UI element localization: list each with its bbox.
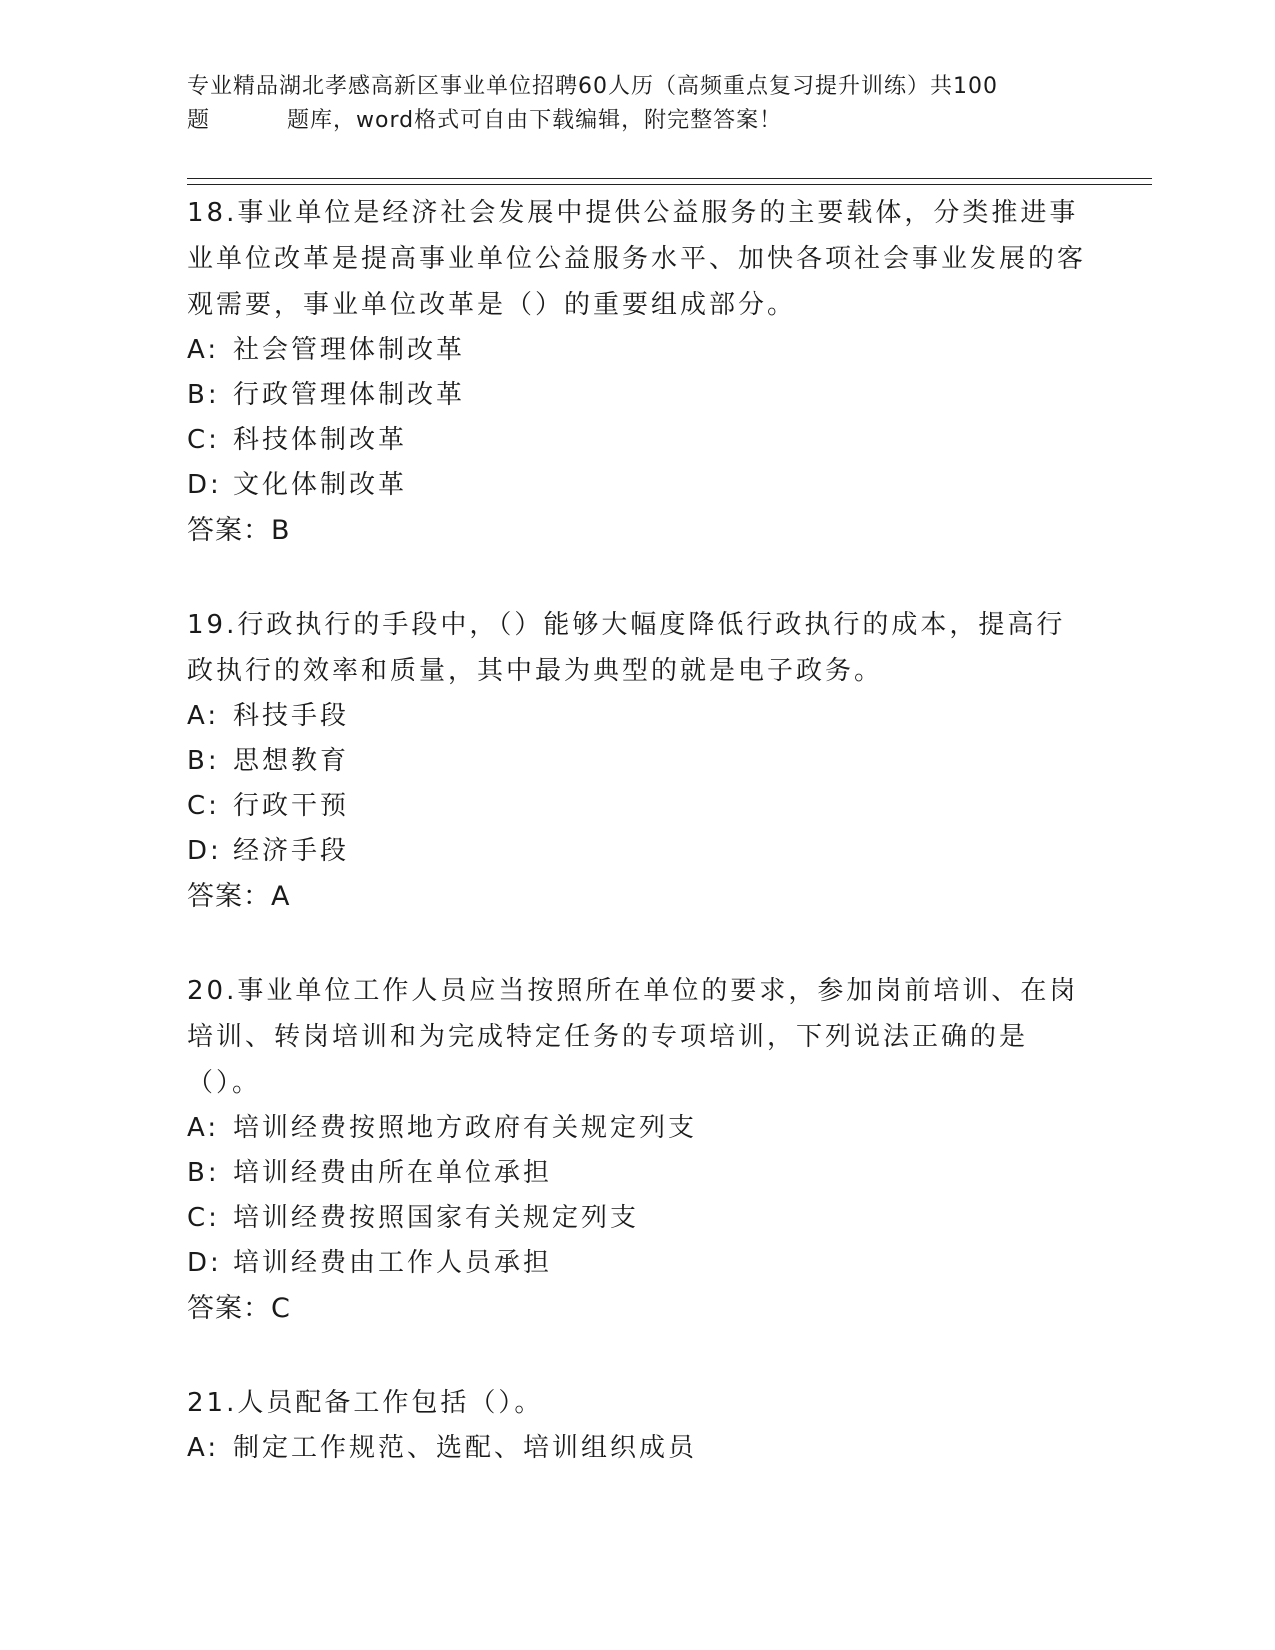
- option-letter: A:: [187, 1433, 220, 1463]
- option-c: [187, 418, 1087, 463]
- option-text: 行政干预: [233, 791, 350, 821]
- option-letter: C:: [187, 1203, 220, 1233]
- option-b: [187, 739, 1087, 784]
- option-letter: B:: [187, 746, 220, 776]
- header-divider-bottom: [187, 184, 1152, 185]
- answer-line: [187, 508, 1087, 554]
- option-text: 培训经费按照地方政府有关规定列支: [233, 1113, 698, 1143]
- option-text: 社会管理体制改革: [233, 335, 466, 365]
- option-d: [187, 1241, 1087, 1286]
- header-line-2: [187, 104, 1067, 138]
- question-20: [187, 968, 1087, 1332]
- question-stem: 18.事业单位是经济社会发展中提供公益服务的主要载体，分类推进事业单位改革是提高事业单位公益服务水平、加快各项社会事业发展的客观需要，事业单位改革是（）的重要组成部分。: [187, 198, 1087, 320]
- option-d: [187, 829, 1087, 874]
- question-list: [187, 190, 1087, 1519]
- header-line-1: 专业精品湖北孝感高新区事业单位招聘60人历（高频重点复习提升训练）共100: [187, 74, 998, 99]
- option-c: [187, 1196, 1087, 1241]
- option-b: [187, 1151, 1087, 1196]
- question-21: [187, 1380, 1087, 1471]
- answer-line: [187, 874, 1087, 920]
- option-text: 科技手段: [233, 701, 350, 731]
- option-a: [187, 328, 1087, 373]
- option-letter: C:: [187, 425, 220, 455]
- option-text: 培训经费由所在单位承担: [233, 1158, 553, 1188]
- option-letter: B:: [187, 1158, 220, 1188]
- answer-label: 答案：: [187, 1293, 271, 1324]
- question-stem: 20.事业单位工作人员应当按照所在单位的要求，参加岗前培训、在岗培训、转岗培训和为完成特定任务的专项培训，下列说法正确的是（）。: [187, 976, 1079, 1098]
- option-letter: D:: [187, 836, 222, 866]
- answer-line: [187, 1286, 1087, 1332]
- header-line-2-lead: 题: [187, 108, 211, 133]
- header-line-2-rest: 题库，word格式可自由下载编辑，附完整答案！: [287, 108, 783, 133]
- answer-value: A: [271, 881, 291, 912]
- option-a: [187, 1106, 1087, 1151]
- question-18: [187, 190, 1087, 554]
- option-b: [187, 373, 1087, 418]
- option-text: 行政管理体制改革: [233, 380, 466, 410]
- option-letter: D:: [187, 1248, 222, 1278]
- answer-label: 答案：: [187, 881, 271, 912]
- option-text: 培训经费按照国家有关规定列支: [233, 1203, 640, 1233]
- option-letter: A:: [187, 1113, 220, 1143]
- question-stem: 19.行政执行的手段中，（）能够大幅度降低行政执行的成本，提高行政执行的效率和质量，其中最为典型的就是电子政务。: [187, 610, 1066, 686]
- answer-label: 答案：: [187, 515, 271, 546]
- option-text: 经济手段: [233, 836, 350, 866]
- option-text: 培训经费由工作人员承担: [233, 1248, 553, 1278]
- option-letter: D:: [187, 470, 222, 500]
- option-letter: A:: [187, 701, 220, 731]
- question-stem: 21.人员配备工作包括（）。: [187, 1388, 544, 1418]
- option-text: 科技体制改革: [233, 425, 408, 455]
- header-divider-top: [187, 178, 1152, 179]
- answer-value: B: [271, 515, 291, 546]
- option-letter: C:: [187, 791, 220, 821]
- option-text: 制定工作规范、选配、培训组织成员: [233, 1433, 698, 1463]
- option-letter: B:: [187, 380, 220, 410]
- option-text: 文化体制改革: [233, 470, 408, 500]
- answer-value: C: [271, 1293, 291, 1324]
- option-a: [187, 694, 1087, 739]
- option-c: [187, 784, 1087, 829]
- option-letter: A:: [187, 335, 220, 365]
- document-header: [187, 70, 1067, 138]
- option-text: 思想教育: [233, 746, 350, 776]
- question-19: [187, 602, 1087, 920]
- option-a: [187, 1426, 1087, 1471]
- option-d: [187, 463, 1087, 508]
